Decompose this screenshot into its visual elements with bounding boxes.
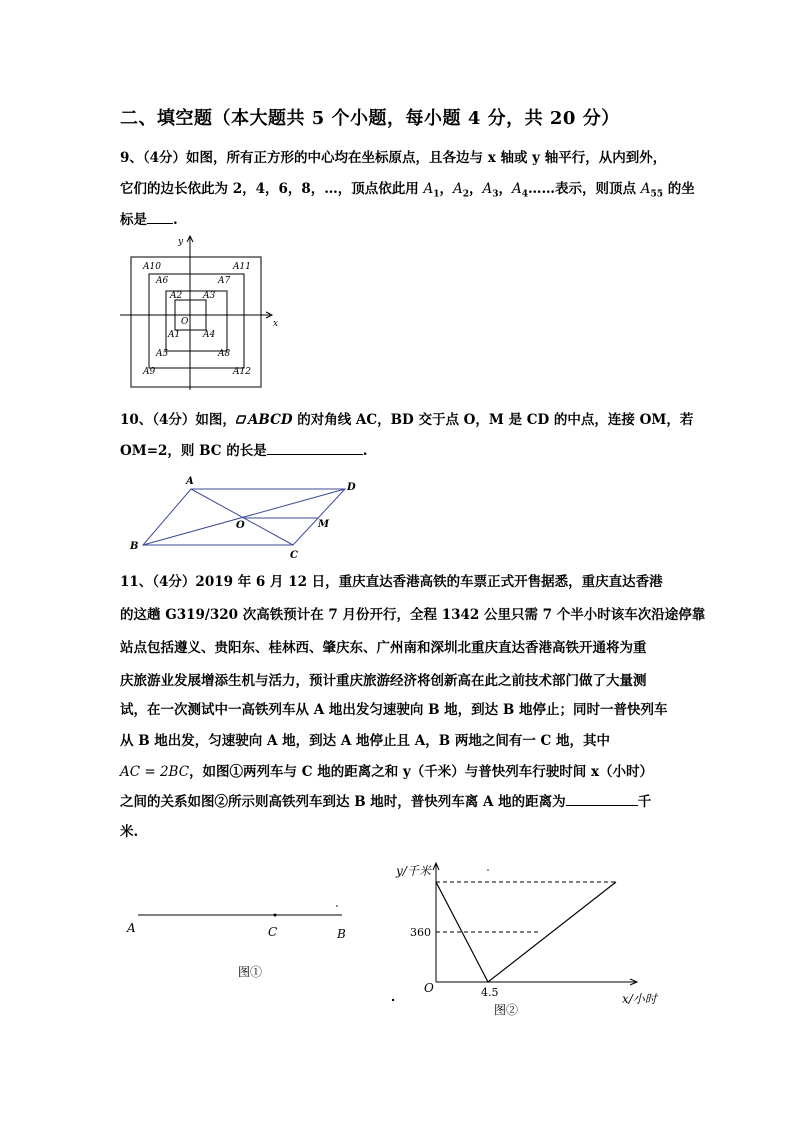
x-axis-label: x bbox=[273, 319, 279, 329]
diagonal-ac bbox=[191, 489, 293, 545]
fig2-distance-line bbox=[436, 882, 616, 982]
label-a2: A2 bbox=[170, 291, 183, 301]
q11-line-3: 站点包括遵义、贵阳东、桂林西、肇庆东、广州南和深圳北重庆直达香港高铁开通将为重 bbox=[120, 640, 647, 656]
label-a10: A10 bbox=[143, 262, 161, 272]
q11-line-5: 试，在一次测试中一高铁列车从 A 地出发匀速驶向 B 地，到达 B 地停止；同时一普快列车 bbox=[120, 702, 668, 718]
q9-line-1: 9、（4分）如图，所有正方形的中心均在坐标原点，且各边与 x 轴或 y 轴平行，从内到外， bbox=[120, 150, 667, 166]
fig2-origin-label: O bbox=[424, 981, 434, 995]
point-b-label: B bbox=[130, 541, 139, 552]
q11-line-7: AC = 2BC，如图①两列车与 C 地的距离之和 y（千米）与普快列车行驶时间 x（小时） bbox=[120, 764, 653, 780]
q11-line-1: 11、（4分）2019 年 6 月 12 日，重庆直达香港高铁的车票正式开售据悉，重庆直达香港 bbox=[120, 574, 663, 590]
label-a11: A11 bbox=[233, 262, 251, 272]
label-a5: A5 bbox=[156, 349, 169, 359]
label-a1: A1 bbox=[168, 330, 181, 340]
q9-squares-figure bbox=[118, 232, 280, 392]
label-a3: A3 bbox=[203, 291, 216, 301]
q10-parallelogram-figure bbox=[125, 472, 365, 562]
fig1-point-b-label: B bbox=[337, 927, 346, 941]
point-c-label: C bbox=[290, 550, 298, 561]
origin-label: O bbox=[181, 317, 189, 327]
q11-line-2: 的这趟 G319/320 次高铁预计在 7 月份开行，全程 1342 公里只需 7 个半小时该车次沿途停靠 bbox=[120, 607, 706, 623]
label-a9: A9 bbox=[143, 367, 156, 377]
stray-dot bbox=[336, 905, 338, 907]
q11-line-9: 米. bbox=[120, 824, 139, 840]
fig2-stray-mark bbox=[392, 999, 394, 1001]
label-a4: A4 bbox=[203, 330, 216, 340]
y-axis-label: y bbox=[178, 237, 184, 247]
fig2-y-tick-360: 360 bbox=[410, 926, 431, 939]
q10-answer-blank[interactable] bbox=[267, 454, 363, 455]
q9-line-2: 它们的边长依此为 2，4，6，8，…，顶点依此用 $A_1$，$A_2$，$A_3$，$A_4\dots\dots$表示，则顶点 $A_{55}$ 的坐 bbox=[120, 181, 695, 200]
q11-line-4: 庆旅游业发展增添生机与活力，预计重庆旅游经济将创新高在此之前技术部门做了大量测 bbox=[120, 673, 647, 689]
point-m-label: M bbox=[318, 519, 330, 530]
q11-figure-2-graph bbox=[388, 856, 672, 1026]
q9-answer-blank[interactable] bbox=[147, 223, 173, 224]
fig1-caption: 图① bbox=[238, 965, 263, 979]
q11-answer-blank[interactable] bbox=[566, 805, 638, 806]
parallelogram-symbol bbox=[236, 412, 246, 421]
fig2-y-label: y/千米 bbox=[396, 864, 431, 878]
q10-line-2: OM=2，则 BC 的长是 . bbox=[120, 443, 368, 459]
label-a6: A6 bbox=[156, 276, 169, 286]
point-a-label: A bbox=[186, 476, 194, 487]
q9-line-3: 标是 . bbox=[120, 212, 178, 228]
section-title: 二、填空题（本大题共 5 个小题，每小题 4 分，共 20 分） bbox=[120, 108, 620, 129]
q11-line-8: 之间的关系如图②所示则高铁列车到达 B 地时，普快列车离 A 地的距离为 千 bbox=[120, 794, 652, 810]
fig1-point-a-label: A bbox=[127, 921, 136, 935]
label-a7: A7 bbox=[218, 276, 231, 286]
fig2-x-label: x/小时 bbox=[622, 992, 657, 1006]
point-o-label: O bbox=[236, 520, 245, 531]
q10-line-1: 10、（4分）如图， ABCD 的对角线 AC，BD 交于点 O，M 是 CD 的中点，连接 OM，若 bbox=[120, 412, 694, 428]
label-a8: A8 bbox=[218, 349, 231, 359]
diagonal-bd bbox=[143, 489, 345, 545]
point-d-label: D bbox=[347, 482, 356, 493]
point-c bbox=[274, 914, 277, 917]
fig2-x-tick-4-5: 4.5 bbox=[481, 986, 499, 999]
q11-figure-1 bbox=[120, 900, 360, 990]
fig1-point-c-label: C bbox=[268, 925, 278, 939]
q11-line-6: 从 B 地出发，匀速驶向 A 地，到达 A 地停止且 A，B 两地之间有一 C 地，其中 bbox=[120, 733, 610, 749]
fig2-stray-dot bbox=[487, 869, 488, 870]
label-a12: A12 bbox=[233, 367, 251, 377]
fig2-caption: 图② bbox=[494, 1003, 519, 1017]
